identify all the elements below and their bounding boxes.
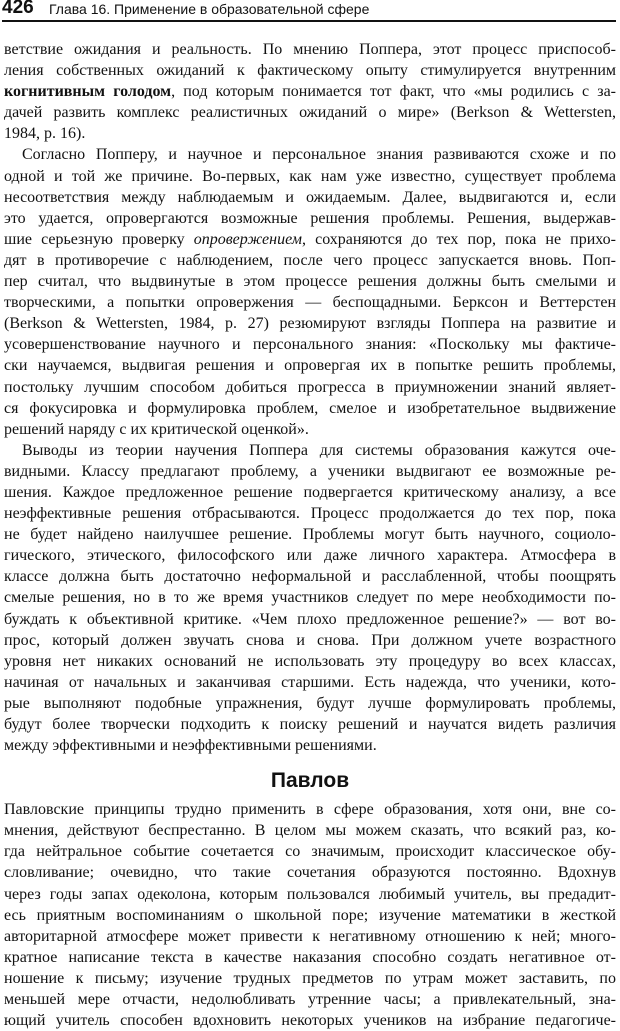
text-line: между эффективными и неэффективными решениями. bbox=[4, 737, 377, 755]
text-line: гического, этического, философского или даже личного характера. Атмосфера в bbox=[4, 547, 616, 565]
paragraph-3 bbox=[4, 440, 616, 756]
text-line: будут более творчески подходить к поиску решений и научатся видеть различия bbox=[4, 716, 616, 733]
text-line: авторитарной атмосфере может привести к негативному отношению к ней; много- bbox=[4, 927, 616, 945]
text-line: ющий учитель способен вдохновить некоторых учеников на избрание педагогиче- bbox=[4, 1012, 616, 1030]
text-line: постольку лучшим способом добиться прогресса в приумножении знаний являет- bbox=[4, 378, 616, 396]
text-line: 1984, p. 16). bbox=[4, 125, 86, 143]
text-line: несоответствия между наблюдаемым и ожидаемым. Далее, выдвигаются и, если bbox=[4, 188, 616, 206]
text-line: шения. Каждое предложенное решение подвергается критическому анализу, а все bbox=[4, 483, 616, 501]
text-line: мнения, действуют беспрестанно. В целом мы можем сказать, что всякий раз, ко- bbox=[4, 822, 616, 840]
page-number: 426 bbox=[2, 0, 34, 18]
text-line: одной и той же причине. Во-первых, как нам уже известно, существует проблема bbox=[4, 167, 616, 185]
text-line: Согласно Попперу, и научное и персональное знания развиваются схоже и по bbox=[22, 146, 616, 164]
text-line: (Berkson & Wettersten, 1984, p. 27) резюмируют взгляды Поппера на развитие и bbox=[4, 315, 616, 333]
text-line: Павловские принципы трудно применить в сфере образования, хотя они, вне со- bbox=[4, 801, 616, 819]
text-line: начиная от начальных и заканчивая старшими. Есть надежда, что ученики, кото- bbox=[4, 673, 616, 691]
chapter-title: Глава 16. Применение в образовательной сфере bbox=[49, 1, 370, 17]
text-line: ношение к письму; изучение трудных предметов по утрам может заставить, по bbox=[4, 969, 616, 987]
text-line: рые выполняют подобные упражнения, будут лучше формулировать проблемы, bbox=[4, 694, 616, 712]
text-line: уровня нет никаких оснований не использовать эту процедуру во всех классах, bbox=[4, 652, 616, 670]
text-line: ски научаемся, выдвигая решения и опровергая их в попытке решить проблемы, bbox=[4, 357, 616, 375]
text-line: дачей развить комплекс реалистичных ожиданий о мире» (Berkson & Wettersten, bbox=[4, 104, 616, 122]
text-line bbox=[4, 81, 616, 102]
bold-term: когнитивным голодом bbox=[4, 83, 172, 101]
text-line: смелые решения, но в то же время участников следует по мере необходимости по- bbox=[4, 589, 616, 607]
text-line: решений наряду с их критической оценкой». bbox=[4, 420, 309, 438]
text-line: творческими, а попытки опровержения — беспощадными. Берксон и Веттерстен bbox=[4, 294, 616, 312]
body-text bbox=[4, 39, 616, 1031]
text-line: пер считал, что выдвинутые в этом процессе решения должны быть смелыми и bbox=[4, 273, 616, 291]
text-line: ся фокусировка и формулировка проблем, смелое и изобретательное выдвижение bbox=[4, 399, 616, 417]
text-line: неэффективные решения отбрасываются. Процесс продолжается до тех пор, пока bbox=[4, 505, 616, 523]
text-line: Выводы из теории научения Поппера для системы образования кажутся оче- bbox=[22, 441, 616, 459]
paragraph-1 bbox=[4, 39, 616, 144]
text-line: есь приятным воспоминаниям о школьной поре; изучение математики в жесткой bbox=[4, 906, 616, 924]
text-line: гда нейтральное событие сочетается со значимым, происходит классическое обу- bbox=[4, 843, 616, 861]
text-line: меньшей мере отчасти, недолюбливать утренние часы; а привлекательный, зна- bbox=[4, 991, 616, 1009]
text-line: прос, который должен звучать снова и снова. При должном учете возрастного bbox=[4, 631, 616, 649]
paragraph-2 bbox=[4, 144, 616, 439]
text-span: , сохраняются до тех пор, пока не прихо- bbox=[302, 230, 616, 248]
italic-term: опровержением bbox=[193, 230, 303, 248]
running-header bbox=[2, 0, 616, 22]
text-span: шие серьезную проверку bbox=[4, 230, 194, 248]
text-line: дят в противоречие с наблюдением, после чего процесс запускается вновь. Поп- bbox=[4, 251, 616, 269]
text-line: буждать к объективной критике. «Чем плохо предложенное решение?» — вот во- bbox=[4, 610, 616, 628]
text-line: это удается, опровергаются возможные решения проблемы. Решения, выдержав- bbox=[4, 209, 616, 227]
section-heading: Павлов bbox=[270, 769, 350, 793]
text-line: словливание; очевидно, что такие сочетания образуются постоянно. Вдохнув bbox=[4, 864, 616, 882]
text-span: , под которым понимается тот факт, что «мы родились с за- bbox=[171, 83, 616, 101]
text-line: ления собственных ожиданий к фактическому опыту стимулируется внутренним bbox=[4, 62, 616, 80]
text-line: усовершенствование научного и персонального знания: «Поскольку мы фактиче- bbox=[4, 336, 616, 354]
paragraph-4 bbox=[4, 799, 616, 1031]
text-line: ветствие ожидания и реальность. По мнению Поппера, этот процесс приспособ- bbox=[4, 41, 616, 58]
text-line: не будет найдено наилучшее решение. Проблемы могут быть научного, социоло- bbox=[4, 526, 616, 544]
text-line: через годы запах одеколона, которым пользовался любимый учитель, вы предадит- bbox=[4, 885, 616, 903]
text-line: видными. Классу предлагают проблему, а ученики выдвигают ее возможные ре- bbox=[4, 462, 616, 480]
text-line: классе должна быть достаточно неформальной и расслабленной, чтобы поощрять bbox=[4, 568, 616, 586]
text-line bbox=[4, 229, 616, 250]
text-line: кратное написание текста в качестве наказания способно создать негативное от- bbox=[4, 948, 616, 966]
